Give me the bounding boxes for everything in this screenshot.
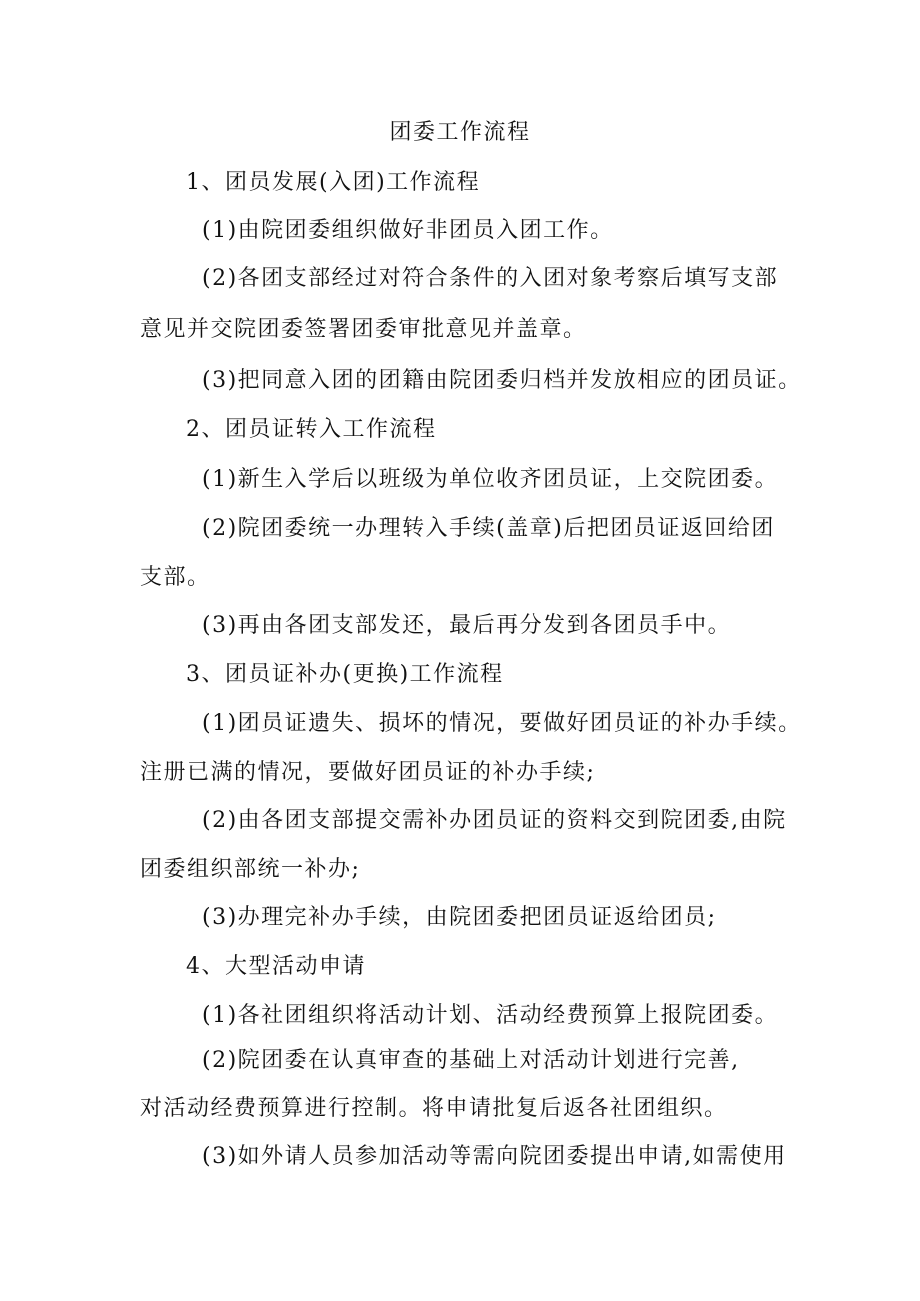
paragraph-line: (2)院团委统一办理转入手续(盖章)后把团员证返回给团 [202, 516, 775, 541]
paragraph-line: (1)由院团委组织做好非团员入团工作。 [202, 218, 614, 243]
paragraph-line: (3)办理完补办手续，由院团委把团员证返给团员; [202, 905, 717, 930]
paragraph-line: 对活动经费预算进行控制。将申请批复后返各社团组织。 [140, 1096, 728, 1121]
paragraph-line: (2)各团支部经过对符合条件的入团对象考察后填写支部 [202, 266, 779, 291]
paragraph-line: 意见并交院团委签署团委审批意见并盖章。 [140, 317, 587, 342]
paragraph-line: (1)各社团组织将活动计划、活动经费预算上报院团委。 [202, 1003, 779, 1028]
paragraph-line: (3)再由各团支部发还，最后再分发到各团员手中。 [202, 613, 732, 638]
paragraph-line: (1)新生入学后以班级为单位收齐团员证，上交院团委。 [202, 467, 779, 492]
page-title: 团委工作流程 [389, 120, 531, 145]
section-heading-2: 2、团员证转入工作流程 [186, 417, 437, 442]
section-heading-4: 4、大型活动申请 [186, 954, 366, 979]
paragraph-line: (3)把同意入团的团籍由院团委归档并发放相应的团员证。 [202, 368, 802, 393]
section-heading-1: 1、团员发展(入团)工作流程 [186, 170, 481, 195]
paragraph-line: (2)由各团支部提交需补办团员证的资料交到院团委,由院 [202, 808, 787, 833]
paragraph-line: (3)如外请人员参加活动等需向院团委提出申请,如需使用 [202, 1144, 787, 1169]
paragraph-line: (1)团员证遗失、损坏的情况，要做好团员证的补办手续。 [202, 711, 802, 736]
paragraph-line: 支部。 [140, 565, 211, 590]
paragraph-line: (2)院团委在认真审查的基础上对活动计划进行完善, [202, 1048, 740, 1073]
paragraph-line: 注册已满的情况，要做好团员证的补办手续; [140, 760, 596, 785]
paragraph-line: 团委组织部统一补办; [140, 857, 361, 882]
section-heading-3: 3、团员证补办(更换)工作流程 [186, 662, 504, 687]
